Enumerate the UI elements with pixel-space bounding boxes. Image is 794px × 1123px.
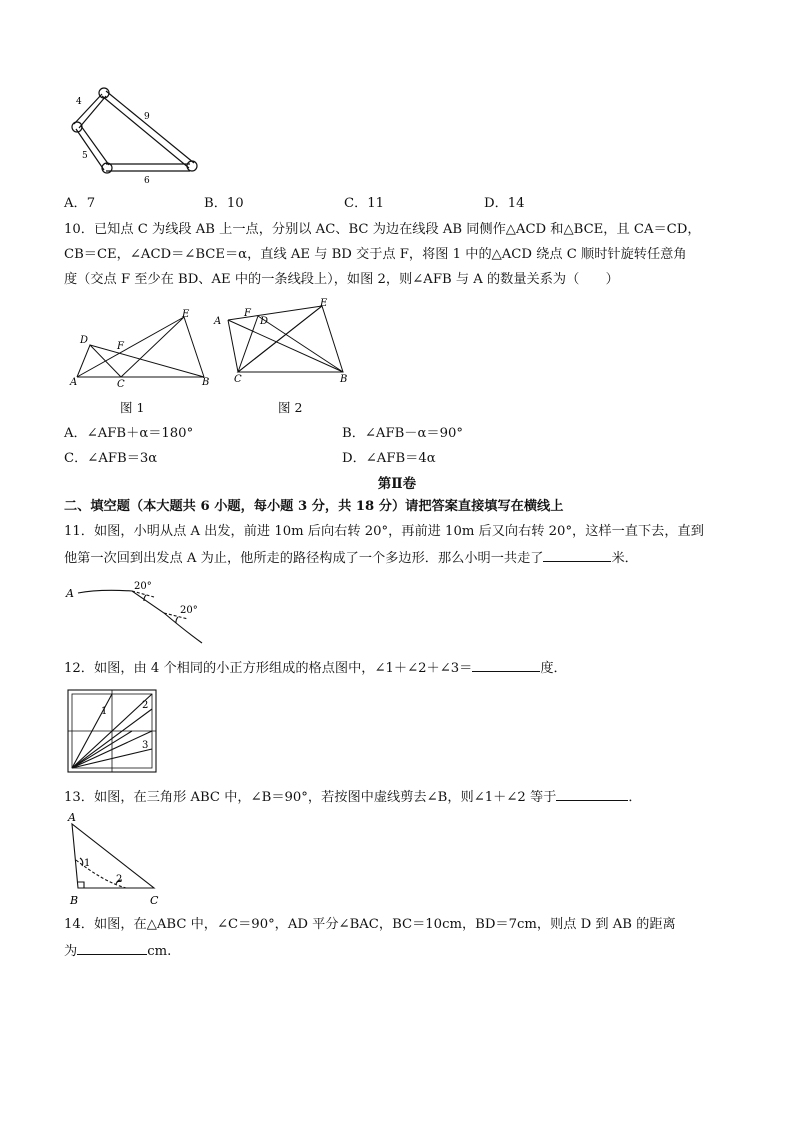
q11-text-line1: 11．如图，小明从点 A 出发，前进 10m 后向右转 20°，再前进 10m 后又向右转 20°，这样一直下去，直到 — [64, 524, 704, 539]
q9-option-d[interactable]: D．14 — [484, 196, 525, 211]
q13-label-c: C — [150, 894, 159, 907]
fig1-label-b: B — [202, 377, 210, 388]
q10-text-line1: 10．已知点 C 为线段 AB 上一点，分别以 AC、BC 为边在线段 AB 同侧作△ACD 和△BCE，且 CA＝CD， — [64, 222, 701, 237]
fig2-label-f: F — [244, 308, 251, 319]
q12-text-post: 度． — [540, 661, 567, 676]
q12-label-1: 1 — [101, 706, 108, 717]
q9-label-4: 4 — [76, 97, 82, 107]
q14-text-post: cm. — [147, 944, 172, 959]
q13-label-a: A — [68, 811, 76, 824]
q14-text-line2 — [64, 940, 171, 962]
q10-option-a[interactable]: A．∠AFB＋α＝180° — [64, 426, 194, 441]
q12-label-2: 2 — [142, 700, 149, 711]
q14-text-line1: 14．如图，在△ABC 中，∠C＝90°，AD 平分∠BAC，BC＝10cm，BD＝7cm，则点 D 到 AB 的距离 — [64, 917, 676, 932]
fig1-label-f: F — [117, 341, 124, 352]
q13-label-2: 2 — [116, 874, 123, 885]
fig1-label-c: C — [117, 379, 125, 390]
q10-figure-1-caption: 图 1 — [120, 400, 145, 415]
fig2-label-e: E — [320, 298, 328, 309]
q12-answer-blank[interactable] — [472, 657, 540, 672]
fig1-label-e: E — [182, 309, 190, 320]
q11-text-post: 米． — [611, 551, 638, 566]
q13-answer-blank[interactable] — [556, 786, 628, 801]
q13-text-post: ． — [628, 790, 642, 805]
section-title: 第Ⅱ卷 — [377, 476, 417, 492]
q13-triangle-figure — [64, 810, 174, 908]
q11-label-a: A — [66, 587, 74, 600]
q10-text-line3: 度（交点 F 至少在 BD、AE 中的一条线段上），如图 2，则∠AFB 与 A 的数量关系为（ ） — [64, 272, 619, 287]
q9-option-a[interactable]: A．7 — [64, 196, 96, 211]
q13-label-b: B — [70, 894, 79, 907]
q11-answer-blank[interactable] — [543, 547, 611, 562]
fig2-label-a: A — [214, 316, 222, 327]
fig2-label-c: C — [234, 374, 242, 385]
q12-grid-figure — [66, 688, 162, 776]
q12-text — [64, 657, 567, 679]
q9-option-b[interactable]: B．10 — [204, 196, 244, 211]
q10-figure-2-caption: 图 2 — [278, 400, 303, 415]
q9-label-6: 6 — [144, 176, 150, 186]
q10-option-b[interactable]: B．∠AFB－α＝90° — [342, 426, 463, 441]
fig1-label-d: D — [80, 335, 89, 346]
q10-option-d[interactable]: D．∠AFB＝4α — [342, 451, 436, 466]
q10-figure-1 — [64, 305, 224, 390]
q9-label-5: 5 — [82, 151, 88, 161]
fig2-label-b: B — [340, 374, 348, 385]
q12-label-3: 3 — [142, 740, 149, 751]
q13-text — [64, 786, 642, 808]
q11-angle-label-1: 20° — [134, 581, 152, 592]
fig1-label-a: A — [70, 377, 78, 388]
q11-text-pre: 他第一次回到出发点 A 为止，他所走的路径构成了一个多边形．那么小明一共走了 — [64, 551, 544, 566]
q13-text-pre: 13．如图，在三角形 ABC 中，∠B＝90°，若按图中虚线剪去∠B，则∠1＋∠2 等于 — [64, 790, 557, 805]
q12-text-pre: 12．如图，由 4 个相同的小正方形组成的格点图中，∠1＋∠2＋∠3＝ — [64, 661, 473, 676]
q10-text-line2: CB＝CE，∠ACD＝∠BCE＝α，直线 AE 与 BD 交于点 F，将图 1 中的△ACD 绕点 C 顺时针旋转任意角 — [64, 247, 687, 262]
q11-angle-label-2: 20° — [180, 605, 198, 616]
q11-text-line2 — [64, 547, 638, 569]
q14-text-pre: 为 — [64, 944, 78, 959]
fig2-label-d: D — [260, 316, 269, 327]
section-heading: 二、填空题（本大题共 6 小题，每小题 3 分，共 18 分）请把答案直接填写在横线上 — [64, 499, 564, 514]
q13-label-1: 1 — [84, 858, 91, 869]
q10-figure-2 — [210, 300, 360, 390]
q10-option-c[interactable]: C．∠AFB＝3α — [64, 451, 158, 466]
q14-answer-blank[interactable] — [77, 940, 147, 955]
q11-path-figure — [64, 575, 214, 650]
q9-linkage-figure — [64, 84, 204, 184]
q9-option-c[interactable]: C．11 — [344, 196, 385, 211]
q9-label-9: 9 — [144, 112, 150, 122]
